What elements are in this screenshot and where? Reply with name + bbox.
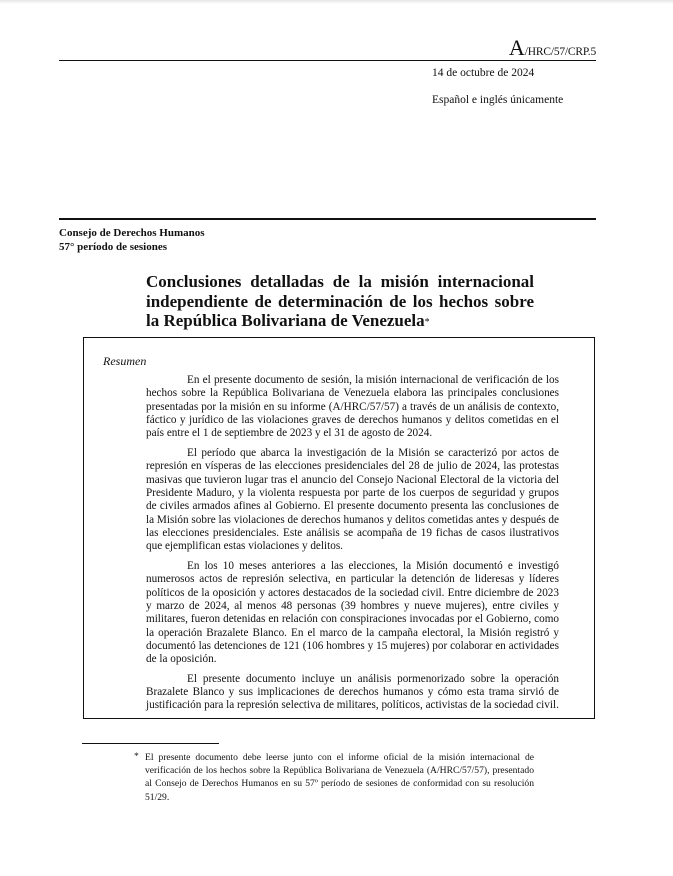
document-languages: Español e inglés únicamente — [432, 94, 564, 106]
footnote-separator — [82, 743, 219, 744]
session-name: 57° período de sesiones — [59, 240, 167, 253]
summary-paragraph: El período que abarca la investigación de la Misión se caracterizó por actos de represión en vísperas de las elecciones presidenciales del 28 de julio de 2024, las protestas masivas que tuvieron lugar tras el anuncio del Consejo Nacional Electoral de la victoria del Presidente Maduro, y la violenta respuesta por parte de los cuerpos de seguridad y grupos de civiles armados afines al Gobierno. El presente documento presenta las conclusiones de la Misión sobre las violaciones de derechos humanos y delitos cometidas antes y después de las elecciones presidenciales. Este análisis se acompaña de 19 fichas de casos ilustrativos que ejemplifican estas violaciones y delitos. — [146, 446, 559, 553]
header-rule — [59, 60, 596, 61]
summary-paragraph: El presente documento incluye un análisis pormenorizado sobre la operación Brazalete Blanco y sus implicaciones de derechos humanos y cómo esta trama sirvió de justificación para la represión selectiva de militares, políticos, activistas de la sociedad civil. — [146, 672, 559, 712]
summary-paragraph: En el presente documento de sesión, la misión internacional de verificación de los hechos sobre la República Bolivariana de Venezuela elabora las principales conclusiones presentadas por la misión en su informe (A/HRC/57/57) a través de un análisis de contexto, fáctico y jurídico de las violaciones graves de derechos humanos y delitos cometidas en el país entre el 1 de septiembre de 2023 y el 31 de agosto de 2024. — [146, 374, 559, 440]
document-symbol — [509, 35, 596, 61]
footnote-text: El presente documento debe leerse junto con el informe oficial de la misión internacional de verificación de los hechos sobre la República Bolivariana de Venezuela (A/HRC/57/57), presentado al Consejo de Derechos Humanos en su 57º período de sesiones de conformidad con su resolución 51/29. — [145, 752, 534, 803]
council-name: Consejo de Derechos Humanos — [59, 227, 205, 239]
document-symbol-rest: /HRC/57/CRP.5 — [524, 46, 596, 58]
summary-box — [83, 337, 595, 719]
summary-heading: Resumen — [103, 354, 147, 368]
footnote-mark: * — [134, 751, 139, 762]
viewer-top-edge — [0, 0, 673, 4]
document-symbol-prefix: A — [508, 35, 525, 60]
document-date: 14 de octubre de 2024 — [432, 67, 535, 79]
section-rule — [59, 218, 596, 220]
summary-body — [146, 374, 559, 719]
footnote — [134, 751, 534, 804]
document-title-text: Conclusiones detalladas de la misión internacional independiente de determinación de los hechos sobre la República Bolivariana de Venezuela — [146, 272, 534, 330]
document-title — [146, 272, 534, 333]
issuing-body — [59, 227, 205, 254]
title-footnote-mark[interactable]: * — [424, 317, 430, 328]
summary-paragraph: En los 10 meses anteriores a las elecciones, la Misión documentó e investigó numerosos actos de represión selectiva, en particular la detención de lideresas y líderes políticos de la oposición y actores destacados de la sociedad civil. Entre diciembre de 2023 y marzo de 2024, al menos 48 personas (39 hombres y nueve mujeres), entre civiles y militares, fueron detenidas en relación con conspiraciones invocadas por el Gobierno, como la operación Brazalete Blanco. En el marco de la campaña electoral, la Misión registró y documentó las detenciones de 121 (106 hombres y 15 mujeres) por colaborar en actividades de la oposición. — [146, 559, 559, 666]
